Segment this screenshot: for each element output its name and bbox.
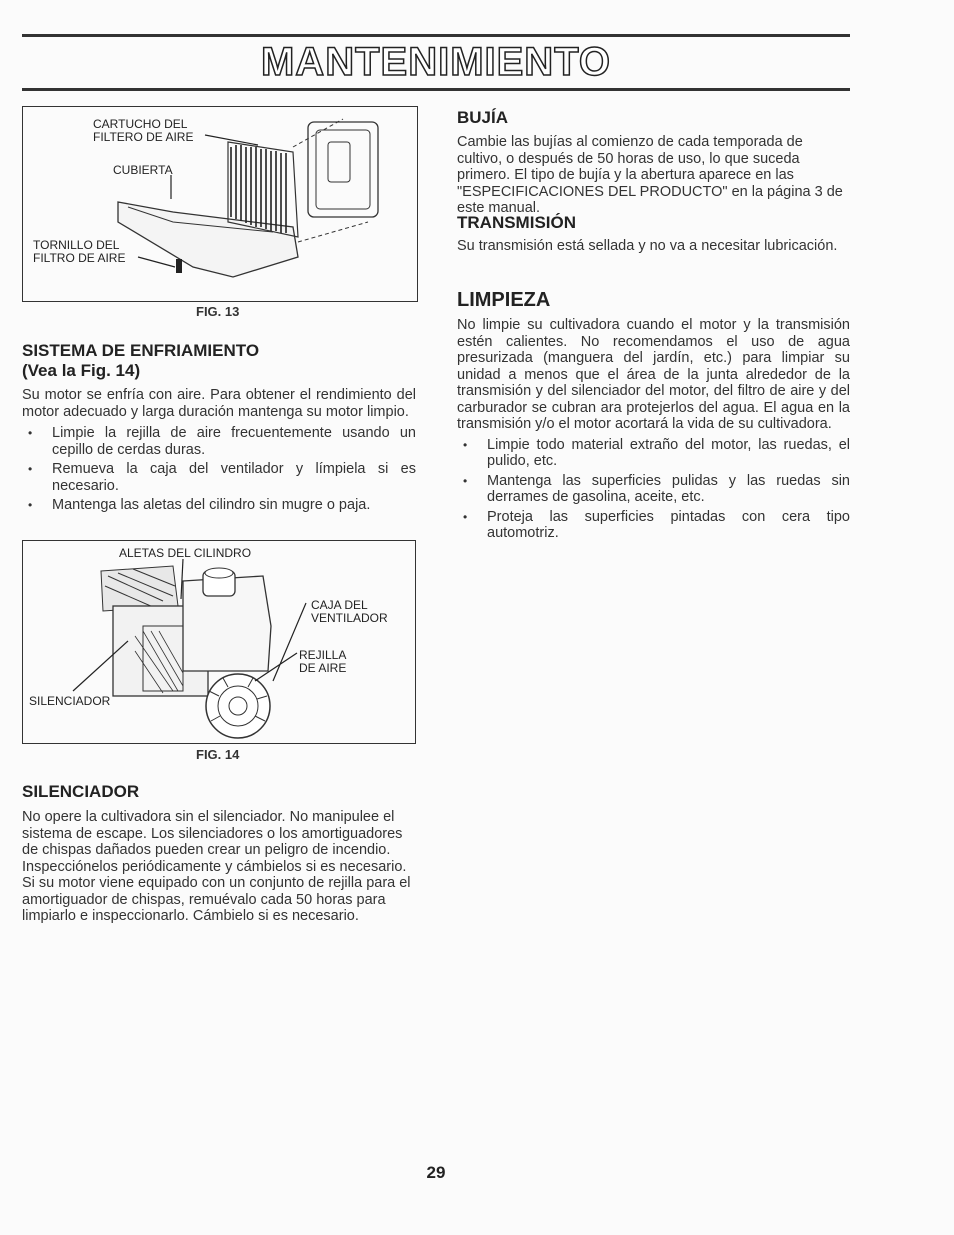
list-limpieza (457, 437, 850, 542)
heading-limpieza: LIMPIEZA (457, 289, 551, 311)
heading-silenciador: SILENCIADOR (22, 782, 140, 801)
figure-13-box (22, 106, 418, 302)
heading-enfriamiento: SISTEMA DE ENFRIAMIENTO (22, 341, 260, 360)
section-limpieza (457, 289, 850, 545)
section-transmision (457, 213, 850, 255)
label-caja: CAJA DEL VENTILADOR (311, 598, 388, 625)
label-tornillo: TORNILLO DEL FILTRO DE AIRE (33, 238, 126, 265)
body-silenciador: No opere la cultivadora sin el silenciador. No manipulee el sistema de escape. Los silenciadores o los amortiguadores de chispas dañados pueden crear un peligro de incendio. Inspecciónelos periódicamente y cámbielos si es necesario. Si su motor viene equipado con un conjunto de rejilla para el amortiguador de chispas, remuévalo cada 50 horas para limpiarlo e inspeccionarlo. Cámbielo si es necesario. (22, 809, 411, 924)
list-item: • Limpie todo material extraño del motor, las ruedas, el pulido, etc. (457, 437, 850, 470)
label-silenciador: SILENCIADOR (29, 694, 111, 708)
list-item: • Mantenga las superficies pulidas y las ruedas sin derrames de gasolina, aceite, etc. (457, 473, 850, 506)
label-rejilla: REJILLA DE AIRE (299, 648, 347, 675)
page-number: 29 (426, 1163, 446, 1182)
air-filter-illustration (23, 107, 417, 301)
list-enfriamiento (22, 425, 416, 514)
figure-14-caption: FIG. 14 (196, 747, 240, 762)
list-item: • Remueva la caja del ventilador y límpiela si es necesario. (22, 461, 416, 494)
body-enfriamiento: Su motor se enfría con aire. Para obtener el rendimiento del motor adecuado y larga duración mantenga su motor limpio. (22, 387, 416, 420)
label-aletas: ALETAS DEL CILINDRO (119, 546, 252, 560)
header-bottom-rule (22, 88, 850, 91)
label-cubierta: CUBIERTA (113, 163, 173, 177)
figure-13-caption: FIG. 13 (196, 304, 240, 319)
page-title: MANTENIMIENTO (260, 40, 612, 84)
section-bujia (457, 108, 850, 217)
list-item: • Mantenga las aletas del cilindro sin mugre o paja. (22, 497, 416, 514)
list-item: • Limpie la rejilla de aire frecuentemente usando un cepillo de cerdas duras. (22, 425, 416, 458)
header-top-rule (22, 34, 850, 37)
subheading-enfriamiento: (Vea la Fig. 14) (22, 361, 141, 380)
heading-bujia: BUJÍA (457, 108, 509, 127)
section-enfriamiento (22, 341, 416, 517)
body-limpieza: No limpie su cultivadora cuando el motor y la transmisión estén calientes. No recomendamos el uso de agua presurizada (manguera del jardín, etc.) para limpiar su unidad a menos que el área de la junta alrededor de la transmisión y del silenciador del motor, del filtro de aire y del carburador se cubran ara protejerlos del agua. El agua en la transmisión y/o el motor acortará la vida de su cultivadora. (457, 317, 850, 432)
figure-14-box (22, 540, 416, 744)
list-item: • Proteja las superficies pintadas con cera tipo automotriz. (457, 509, 850, 542)
section-silenciador (22, 782, 416, 925)
body-bujia: Cambie las bujías al comienzo de cada temporada de cultivo, o después de 50 horas de uso, lo que suceda primero. El tipo de bujía y la abertura aparece en las "ESPECIFICACIONES DEL PRODUCTO" en la página 3 de este manual. (457, 134, 843, 216)
heading-transmision: TRANSMISIÓN (457, 213, 576, 232)
engine-illustration (23, 541, 415, 743)
body-transmision: Su transmisión está sellada y no va a necesitar lubricación. (457, 238, 838, 254)
label-cartucho: CARTUCHO DEL FILTERO DE AIRE (93, 117, 194, 144)
